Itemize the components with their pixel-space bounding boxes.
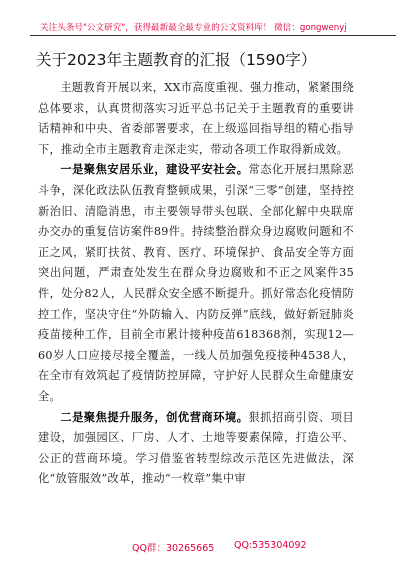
intro-paragraph: 主题教育开展以来，XX市高度重视、强力推动，紧紧围绕总体要求，认真贯彻落实习近平总书记关于主题教育的重要讲话精神和中央、省委部署要求，在上级巡回指导组的精心指导下，推动全市主题教育走深走实，带动各项工作取得新成效。 — [38, 81, 354, 156]
qq-contact-number: QQ:535304092 — [234, 540, 307, 551]
section-2-text: 狠抓招商引资、项目建设，加强园区、厂房、人才、土地等要素保障，打造公平、公正的营商环境。学习借鉴省转型综改示范区先进做法，深化“放管服效”改革，推动“一枚章”集中审 — [38, 410, 354, 486]
section-1-heading: 一是聚焦安居乐业，建设平安社会。 — [60, 163, 249, 177]
promo-banner-text: 关注头条号"公文研究"，获得最新最全最专业的公文资料库！ 微信：gongwenyj — [40, 23, 347, 33]
document-body — [38, 78, 354, 490]
promo-banner — [0, 22, 408, 36]
document-title: 关于2023年主题教育的汇报（1590字） — [36, 51, 317, 69]
section-1-text: 常态化开展扫黑除恶斗争，深化政法队伍教育整顿成果，引深“三零”创建，坚持控新治旧、清隐消患，市主要领导带头包联、全部化解中央联席办交办的重复信访案件89件。持续整治群众身边腐败问题和不正之风，紧盯扶贫、教育、医疗、环境保护、食品安全等方面突出问题，严肃查处发生在群众身边腐败和不正之风案件35件，处分82人，人民群众安全感不断提升。抓好常态化疫情防控工作，坚决守住“外防输入、内防反弹”底线，做好新冠肺炎疫苗接种工作，目前全市累计接种疫苗618368剂，实现12—60岁人口应接尽接全覆盖，一线人员加强免疫接种4538人，在全市有效筑起了疫情防控屏障，守护好人民群众生命健康安全。 — [38, 163, 354, 403]
section-2-heading: 二是聚焦提升服务，创优营商环境。 — [60, 410, 249, 424]
header-rule — [30, 35, 396, 36]
contact-footer — [0, 540, 408, 554]
qq-group-number: QQ群：30265665 — [132, 543, 215, 554]
section-1-paragraph — [38, 160, 354, 407]
section-2-paragraph — [38, 408, 354, 490]
